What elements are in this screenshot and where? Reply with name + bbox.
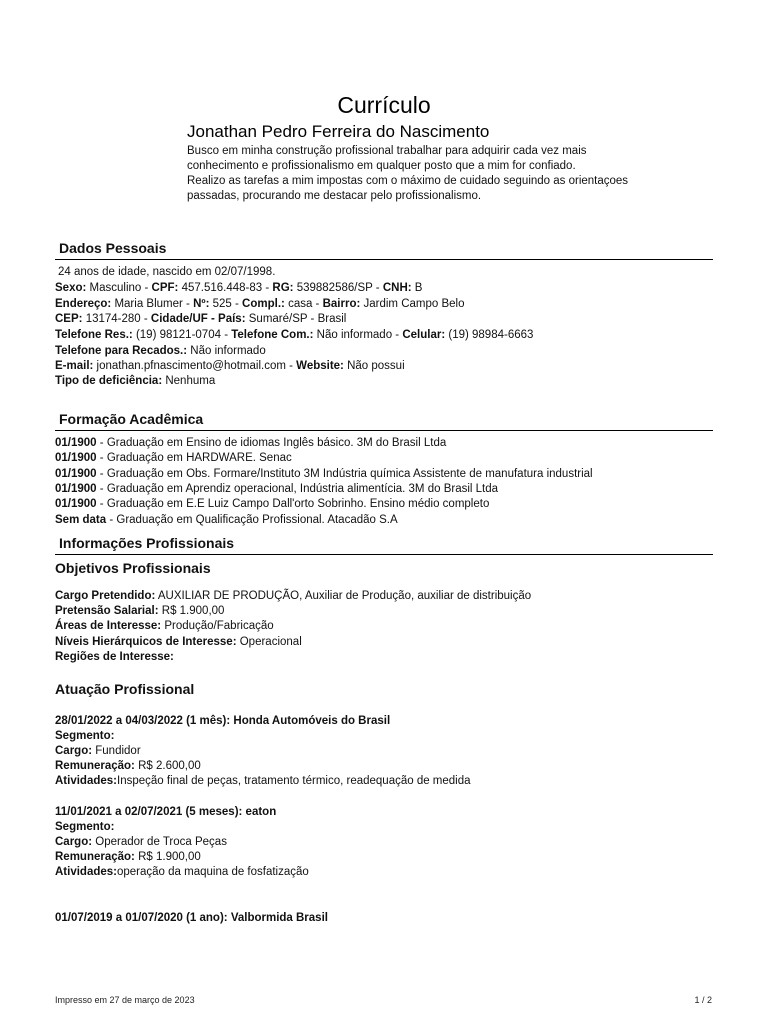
job-line — [55, 744, 141, 759]
subheading-objetivos: Objetivos Profissionais — [55, 560, 211, 576]
education-date: 01/1900 — [55, 468, 97, 480]
label: Cargo: — [55, 745, 93, 757]
label: Segmento: — [55, 821, 115, 833]
label: Nº: — [193, 298, 210, 310]
value: Operador de Troca Peças — [95, 836, 227, 848]
personal-line-docs: Sexo: Masculino - CPF: 457.516.448-83 - RG: 539882586/SP - CNH: B — [55, 282, 423, 294]
education-text: Graduação em Ensino de idiomas Inglês básico. 3M do Brasil Ltda — [106, 437, 447, 449]
email-value: jonathan.pfnascimento@hotmail.com — [96, 360, 286, 372]
label: Cargo Pretendido: — [55, 590, 156, 602]
label: Remuneração: — [55, 851, 135, 863]
label: CPF: — [151, 282, 179, 294]
objective-line — [55, 650, 174, 665]
summary-line: Busco em minha construção profissional trabalhar para adquirir cada vez mais — [187, 145, 587, 157]
label: Atividades: — [55, 866, 117, 878]
job-period-text: 28/01/2022 a 04/03/2022 (1 mês): Honda Automóveis do Brasil — [55, 715, 391, 727]
education-text: Graduação em Aprendiz operacional, Indústria alimentícia. 3M do Brasil Ltda — [106, 483, 499, 495]
label: Telefone para Recados.: — [55, 345, 188, 357]
personal-line-deficiencia — [55, 374, 215, 389]
document-title: Currículo — [337, 92, 431, 118]
value: AUXILIAR DE PRODUÇÃO, Auxiliar de Produção, auxiliar de distribuição — [157, 590, 532, 602]
job-line — [55, 774, 471, 789]
label: Atividades: — [55, 775, 117, 787]
label: Segmento: — [55, 730, 115, 742]
value: (19) 98984-6663 — [448, 329, 534, 341]
value: Sumaré/SP — [248, 313, 308, 325]
label: Áreas de Interesse: — [55, 620, 162, 632]
label: Bairro: — [322, 298, 361, 310]
label: Cidade/UF — [150, 313, 208, 325]
job-period — [55, 805, 276, 820]
personal-line-cep: CEP: 13174-280 - Cidade/UF - País: Sumaré/SP - Brasil — [55, 313, 347, 325]
education-item: 01/1900 - Graduação em Aprendiz operacional, Indústria alimentícia. 3M do Brasil Ltda — [55, 483, 499, 495]
value: casa — [288, 298, 313, 310]
objective-line — [55, 604, 224, 619]
education-item: 01/1900 - Graduação em Obs. Formare/Instituto 3M Indústria química Assistente de manufatura industrial — [55, 468, 593, 480]
job-line — [55, 729, 114, 744]
education-date: Sem data — [55, 514, 107, 526]
education-item: 01/1900 - Graduação em Ensino de idiomas Inglês básico. 3M do Brasil Ltda — [55, 437, 447, 449]
education-item: Sem data - Graduação em Qualificação Profissional. Atacadão S.A — [55, 514, 398, 526]
label: Telefone Res.: — [55, 329, 133, 341]
job-line — [55, 850, 201, 865]
personal-line-recados — [55, 344, 266, 359]
value: R$ 1.900,00 — [138, 851, 201, 863]
label: Website: — [296, 360, 344, 372]
label: CEP: — [55, 313, 83, 325]
education-text: Graduação em Obs. Formare/Instituto 3M Indústria química Assistente de manufatura industrial — [106, 468, 593, 480]
value: Não informado — [190, 345, 266, 357]
label: Regiões de Interesse: — [55, 651, 174, 663]
value: R$ 1.900,00 — [161, 605, 225, 617]
job-period-text: 11/01/2021 a 02/07/2021 (5 meses): eaton — [55, 806, 277, 818]
value: Nenhuma — [165, 375, 216, 387]
value: 539882586/SP — [296, 282, 373, 294]
job-period — [55, 714, 390, 729]
education-date: 01/1900 — [55, 483, 97, 495]
candidate-name: Jonathan Pedro Ferreira do Nascimento — [187, 122, 490, 141]
objective-line — [55, 635, 302, 650]
print-date: Impresso em 27 de março de 2023 — [55, 995, 195, 1005]
value: Jardim Campo Belo — [363, 298, 465, 310]
label: Compl.: — [242, 298, 285, 310]
job-line — [55, 835, 227, 850]
label: Níveis Hierárquicos de Interesse: — [55, 636, 237, 648]
value: 457.516.448-83 — [181, 282, 263, 294]
education-text: Graduação em E.E Luiz Campo Dall'orto Sobrinho. Ensino médio completo — [106, 498, 490, 510]
value: 525 — [212, 298, 232, 310]
job-line — [55, 759, 201, 774]
value: Masculino — [89, 282, 142, 294]
job-period-text: 01/07/2019 a 01/07/2020 (1 ano): Valbormida Brasil — [55, 912, 328, 924]
personal-line-email: E-mail: jonathan.pfnascimento@hotmail.com - Website: Não possui — [55, 360, 405, 372]
value: 13174-280 — [85, 313, 141, 325]
professional-summary — [187, 144, 707, 204]
value: B — [414, 282, 423, 294]
value: Inspeção final de peças, tratamento térmico, readequação de medida — [117, 775, 471, 787]
value: Maria Blumer — [114, 298, 183, 310]
label: Remuneração: — [55, 760, 135, 772]
value: (19) 98121-0704 — [135, 329, 221, 341]
personal-line-address: Endereço: Maria Blumer - Nº: 525 - Compl.: casa - Bairro: Jardim Campo Belo — [55, 298, 465, 310]
label: País: — [218, 313, 246, 325]
label: E-mail: — [55, 360, 94, 372]
education-text: Graduação em HARDWARE. Senac — [106, 452, 292, 464]
label: RG: — [272, 282, 294, 294]
summary-line: conhecimento e profissionalismo em qualquer posto que a mim for confiado. — [187, 160, 576, 172]
section-heading-info-prof: Informações Profissionais — [55, 535, 713, 555]
label: Telefone Com.: — [231, 329, 314, 341]
job-line — [55, 820, 114, 835]
objective-line — [55, 619, 274, 634]
label: Celular: — [402, 329, 446, 341]
value: operação da maquina de fosfatização — [117, 866, 309, 878]
personal-line-phones: Telefone Res.: (19) 98121-0704 - Telefone Com.: Não informado - Celular: (19) 98984-6663 — [55, 329, 534, 341]
section-heading-dados-pessoais: Dados Pessoais — [55, 240, 713, 260]
label: Cargo: — [55, 836, 93, 848]
education-date: 01/1900 — [55, 452, 97, 464]
objective-line — [55, 589, 531, 604]
value: R$ 2.600,00 — [138, 760, 201, 772]
value: Produção/Fabricação — [164, 620, 274, 632]
value: Operacional — [239, 636, 302, 648]
label: Tipo de deficiência: — [55, 375, 163, 387]
subheading-atuacao: Atuação Profissional — [55, 681, 195, 697]
label: Pretensão Salarial: — [55, 605, 159, 617]
value: Brasil — [317, 313, 347, 325]
label: CNH: — [382, 282, 412, 294]
education-date: 01/1900 — [55, 437, 97, 449]
value: Não informado — [316, 329, 393, 341]
value: Não possui — [347, 360, 405, 372]
summary-line: Realizo as tarefas a mim impostas com o máximo de cuidado seguindo as orientaçoes — [187, 175, 629, 187]
job-period — [55, 911, 328, 926]
age-line: 24 anos de idade, nascido em 02/07/1998. — [58, 266, 276, 278]
value: Fundidor — [95, 745, 141, 757]
summary-line: passadas, procurando me destacar pelo profissionalismo. — [187, 190, 482, 202]
education-item: 01/1900 - Graduação em E.E Luiz Campo Dall'orto Sobrinho. Ensino médio completo — [55, 498, 490, 510]
label: Endereço: — [55, 298, 112, 310]
education-text: Graduação em Qualificação Profissional. Atacadão S.A — [116, 514, 398, 526]
education-date: 01/1900 — [55, 498, 97, 510]
page-number: 1 / 2 — [694, 995, 712, 1005]
section-heading-formacao: Formação Acadêmica — [55, 411, 713, 431]
label: Sexo: — [55, 282, 87, 294]
education-item: 01/1900 - Graduação em HARDWARE. Senac — [55, 452, 292, 464]
job-line — [55, 865, 309, 880]
